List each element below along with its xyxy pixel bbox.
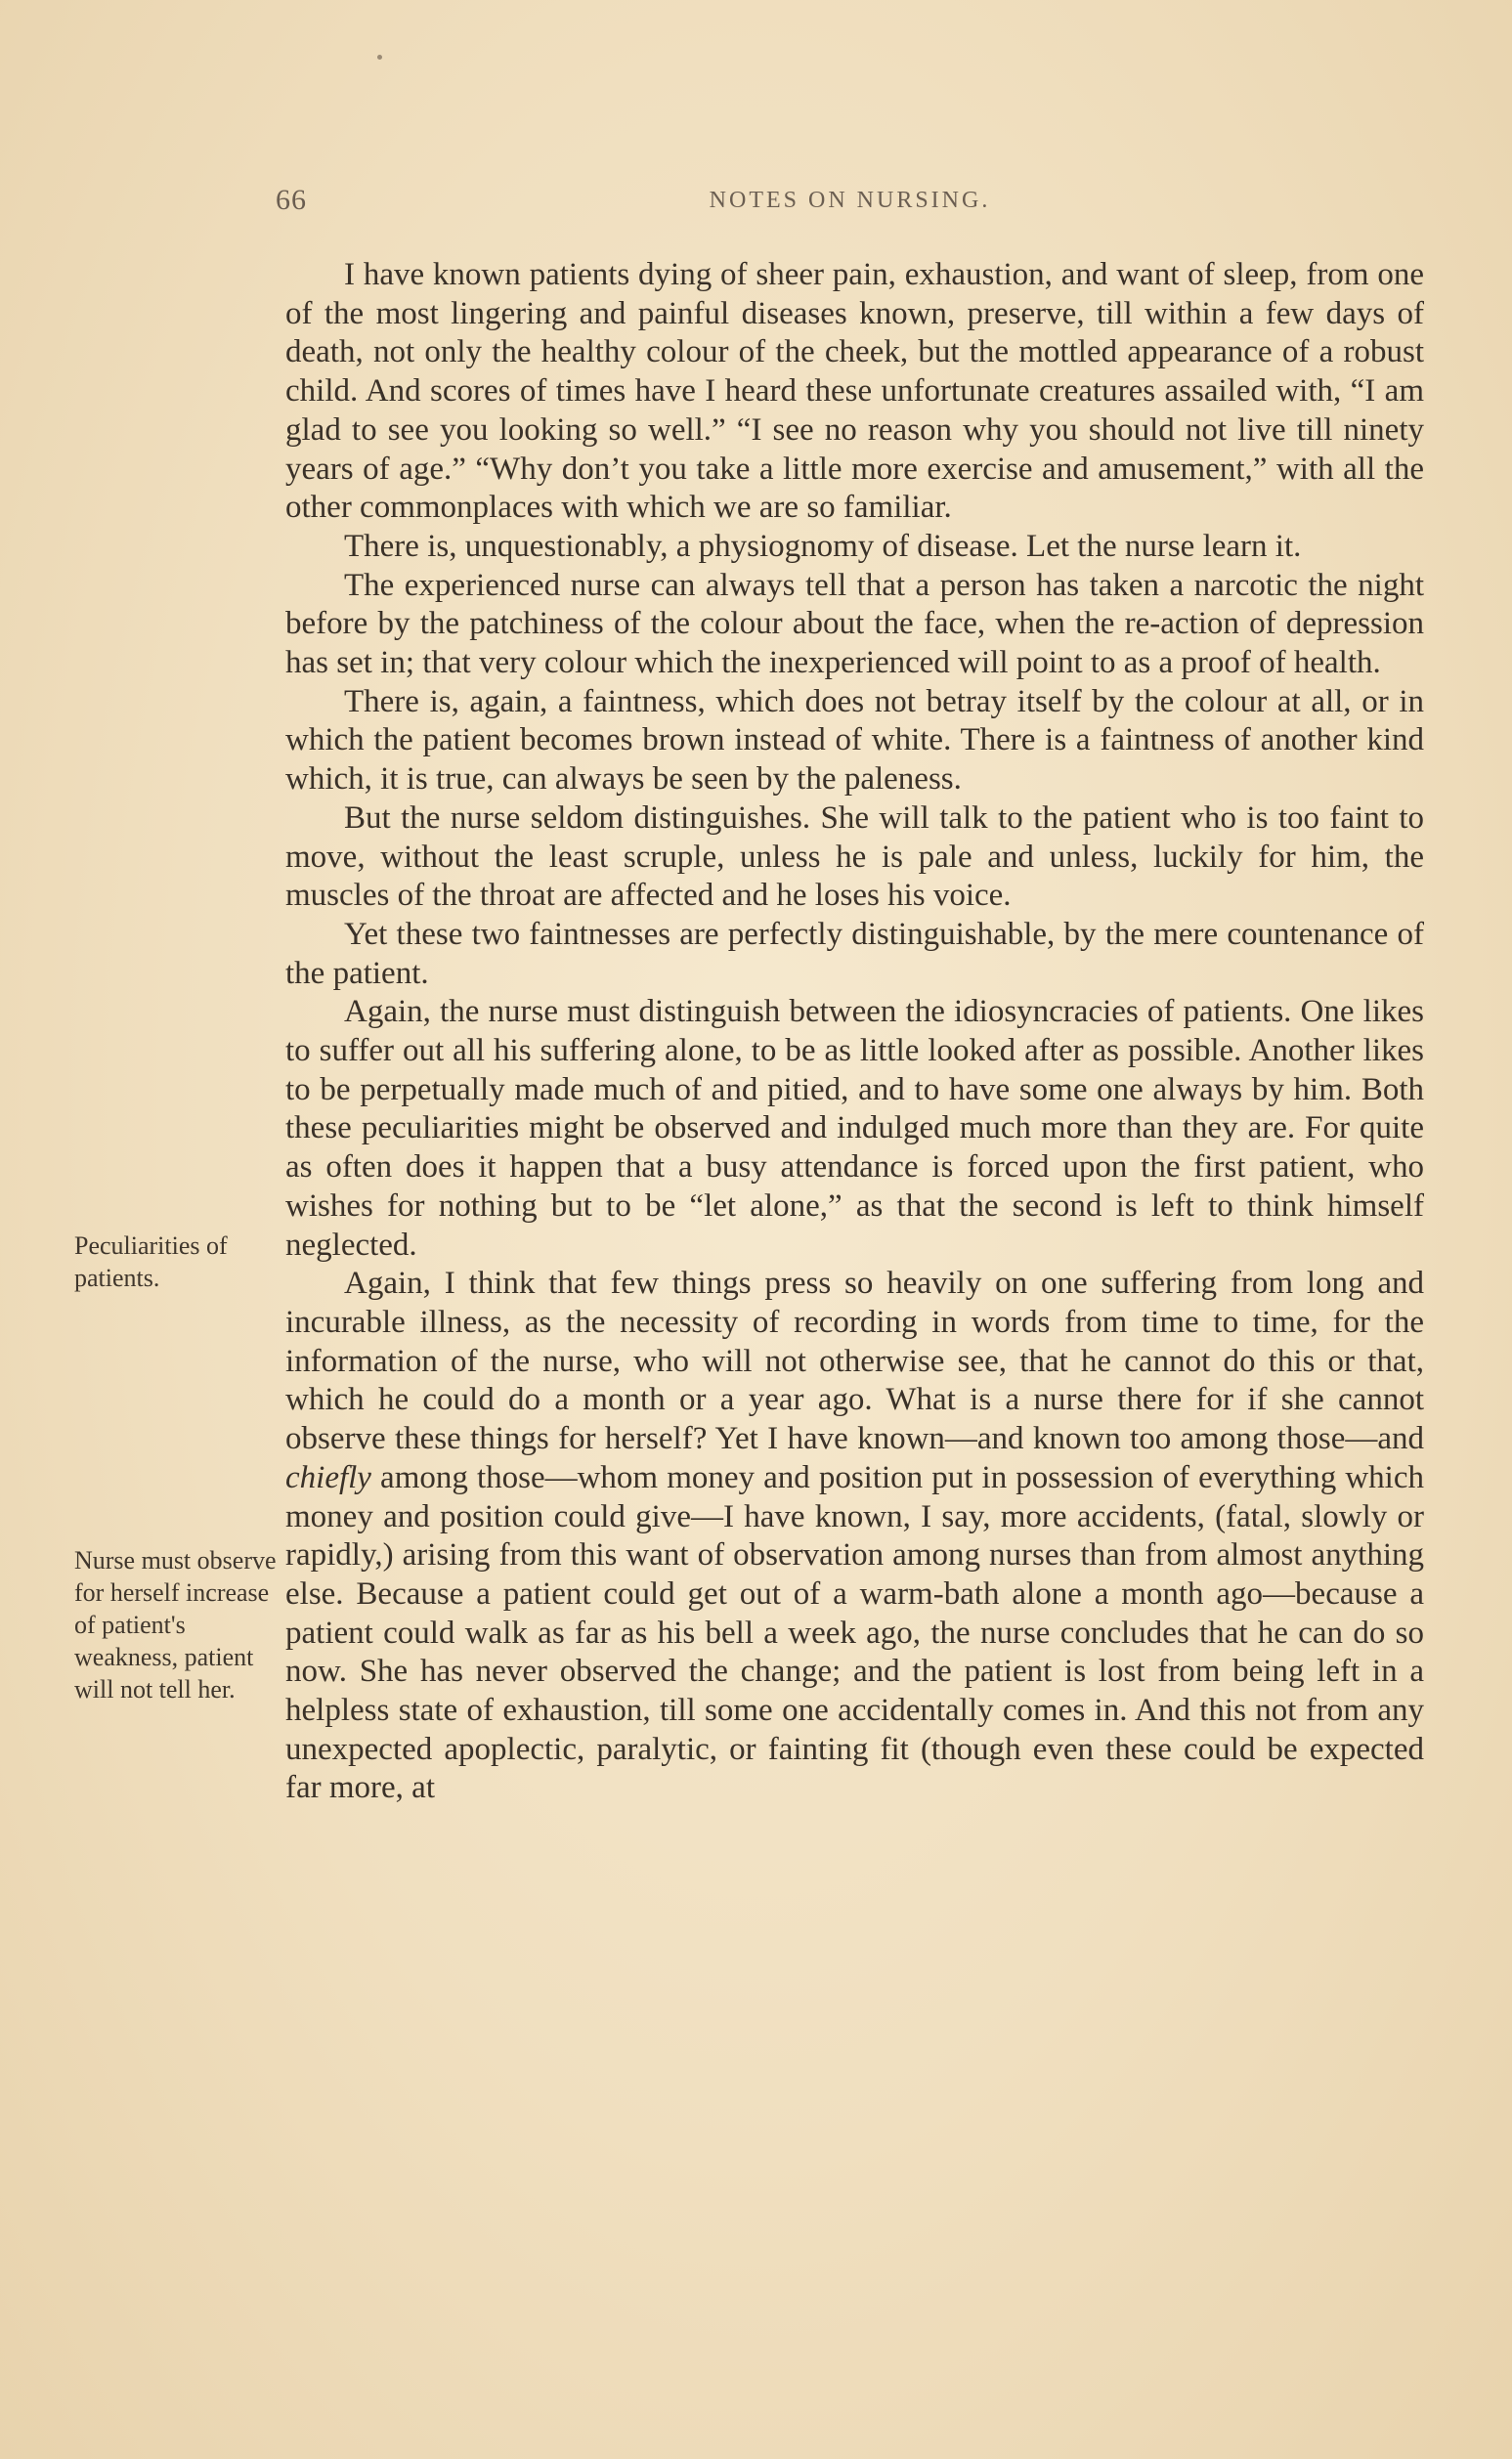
- paragraph: I have known patients dying of sheer pain, exhaustion, and want of sleep, from one of the most lingering and painful diseases known, preserve, till within a few days of death, not only the healthy colour of the cheek, but the mottled appearance of a robust child. And scores of times have I heard these unfortunate creatures assailed with, “I am glad to see you looking so well.” “I see no reason why you should not live till ninety years of age.” “Why don’t you take a little more exercise and amusement,” with all the other commonplaces with which we are so familiar.: [285, 257, 1424, 526]
- paragraph-text: Again, I think that few things press so heavily on one suffering from long and incurable illness, as the necessity of recording in words from time to time, for the information of the nurse, who will not otherwise see, that he cannot do this or that, which he could do a month or a year ago. What is a nurse there for if she cannot observe these things for herself? Yet I have known—and known too among those—and: [285, 1266, 1424, 1457]
- page-number: 66: [276, 184, 307, 216]
- paragraph: Yet these two faintnesses are perfectly distinguishable, by the mere countenance of the patient.: [285, 916, 1424, 991]
- margin-note-nurse-must-observe: Nurse must observe for herself increase of patient's weakness, patient will not tell her.: [74, 1546, 277, 1704]
- paragraph-last: [285, 1265, 1424, 1808]
- paragraph: The experienced nurse can always tell that a person has taken a narcotic the night before by the patchiness of the colour about the face, when the re-action of depression has set in; that very colour which the inexperienced will point to as a proof of health.: [285, 567, 1424, 681]
- running-title: NOTES ON NURSING.: [709, 188, 991, 213]
- body-text: [285, 256, 1424, 1808]
- paragraph: There is, again, a faintness, which does not betray itself by the colour at all, or in which the patient becomes brown instead of white. There is a faintness of another kind which, it is true, can always be seen by the paleness.: [285, 683, 1424, 798]
- running-head: [276, 184, 1424, 223]
- paragraph: There is, unquestionably, a physiognomy of disease. Let the nurse learn it.: [344, 528, 1302, 564]
- paragraph-text: among those—whom money and position put in possession of everything which money and position could give—I have known, I say, more accidents, (fatal, slowly or rapidly,) arising from this want of observation among nurses than from almost anything else. Because a patient could get out of a warm-bath alone a month ago—because a patient could walk as far as his bell a week ago, the nurse concludes that he can do so now. She has never observed the change; and the patient is lost from being left in a helpless state of exhaustion, till some one accidentally comes in. And this not from any unexpected apoplectic, paralytic, or fainting fit (though even these could be expected far more, at: [285, 1459, 1424, 1806]
- paragraph: Again, the nurse must distinguish between the idiosyncracies of patients. One likes to suffer out all his suffering alone, to be as little looked after as possible. Another likes to be perpetually made much of and pitied, and to have some one always by him. Both these peculiarities might be observed and indulged much more than they are. For quite as often does it happen that a busy attendance is forced upon the first patient, who wishes for nothing but to be “let alone,” as that the second is left to think himself neglected.: [285, 994, 1424, 1263]
- paper-speck: [377, 55, 382, 60]
- italic-word: chiefly: [285, 1459, 371, 1495]
- margin-note-peculiarities: Peculiarities of patients.: [74, 1231, 228, 1292]
- paragraph: But the nurse seldom distinguishes. She will talk to the patient who is too faint to move, without the least scruple, unless he is pale and unless, luckily for him, the muscles of the throat are affected and he loses his voice.: [285, 799, 1424, 914]
